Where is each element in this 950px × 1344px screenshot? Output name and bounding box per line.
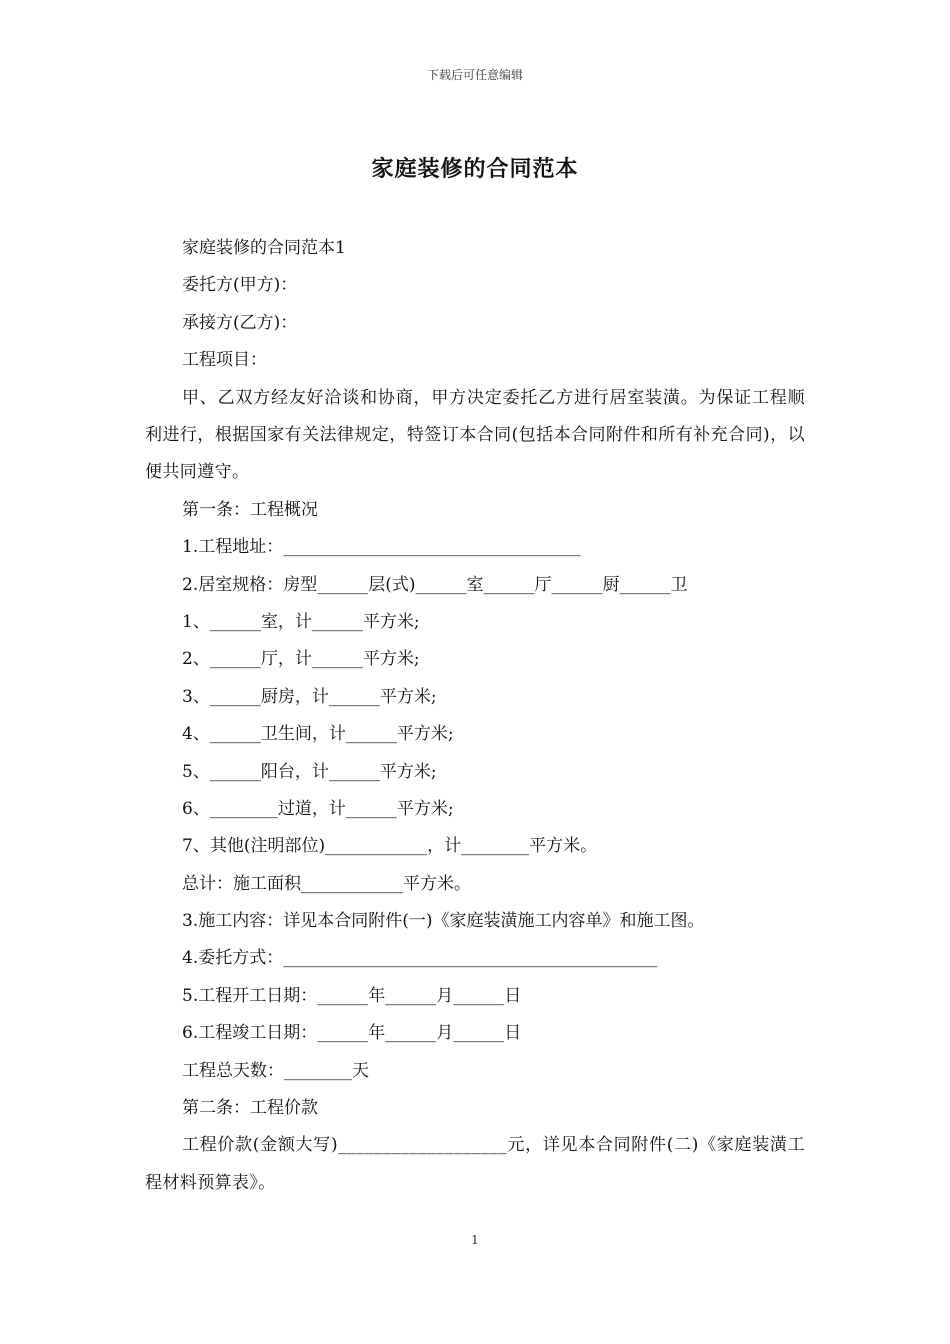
construction-content-line: 3.施工内容：详见本合同附件(一)《家庭装潢施工内容单》和施工图。	[182, 911, 705, 932]
article2-heading: 第二条：工程价款	[182, 1098, 318, 1119]
room-item: 5、______阳台，计______平方米;	[182, 761, 437, 782]
room-item: 6、________过道，计______平方米;	[182, 798, 454, 819]
price-paragraph: 工程价款(金额大写)___________________元，详见本合同附件(二)《家庭装潢工程材料预算表》。	[145, 1135, 805, 1193]
header-note: 下载后可任意编辑	[426, 68, 523, 82]
room-spec-line: 2.居室规格：房型______层(式)______室______厅______厨______卫	[182, 574, 688, 595]
room-item: 3、______厨房，计______平方米;	[182, 686, 437, 707]
room-item: 2、______厅，计______平方米;	[182, 649, 420, 670]
end-date-line: 6.工程竣工日期：______年______月______日	[182, 1023, 522, 1044]
room-item: 4、______卫生间，计______平方米;	[182, 724, 454, 745]
party-b-line: 承接方(乙方)：	[182, 312, 298, 333]
project-line: 工程项目：	[182, 350, 267, 371]
article1-heading: 第一条：工程概况	[182, 499, 318, 520]
document-title: 家庭装修的合同范本	[371, 156, 579, 182]
total-days-line: 工程总天数：________天	[182, 1060, 369, 1081]
total-area-line: 总计：施工面积____________平方米。	[182, 873, 471, 894]
intro-paragraph: 甲、乙双方经友好洽谈和协商，甲方决定委托乙方进行居室装潢。为保证工程顺利进行，根据国家有关法律规定，特签订本合同(包括本合同附件和所有补充合同)，以便共同遵守。	[145, 387, 805, 483]
room-item: 1、______室，计______平方米;	[182, 611, 420, 632]
page-number: 1	[471, 1233, 479, 1247]
document-body	[145, 230, 805, 1202]
project-address-line: 1.工程地址：___________________________________	[182, 537, 581, 558]
room-item: 7、其他(注明部位)____________，计________平方米。	[182, 836, 598, 857]
party-a-line: 委托方(甲方)：	[182, 275, 298, 296]
section-heading: 家庭装修的合同范本1	[182, 238, 346, 258]
commission-method-line: 4.委托方式：____________________________________________	[182, 948, 658, 969]
start-date-line: 5.工程开工日期：______年______月______日	[182, 985, 522, 1006]
